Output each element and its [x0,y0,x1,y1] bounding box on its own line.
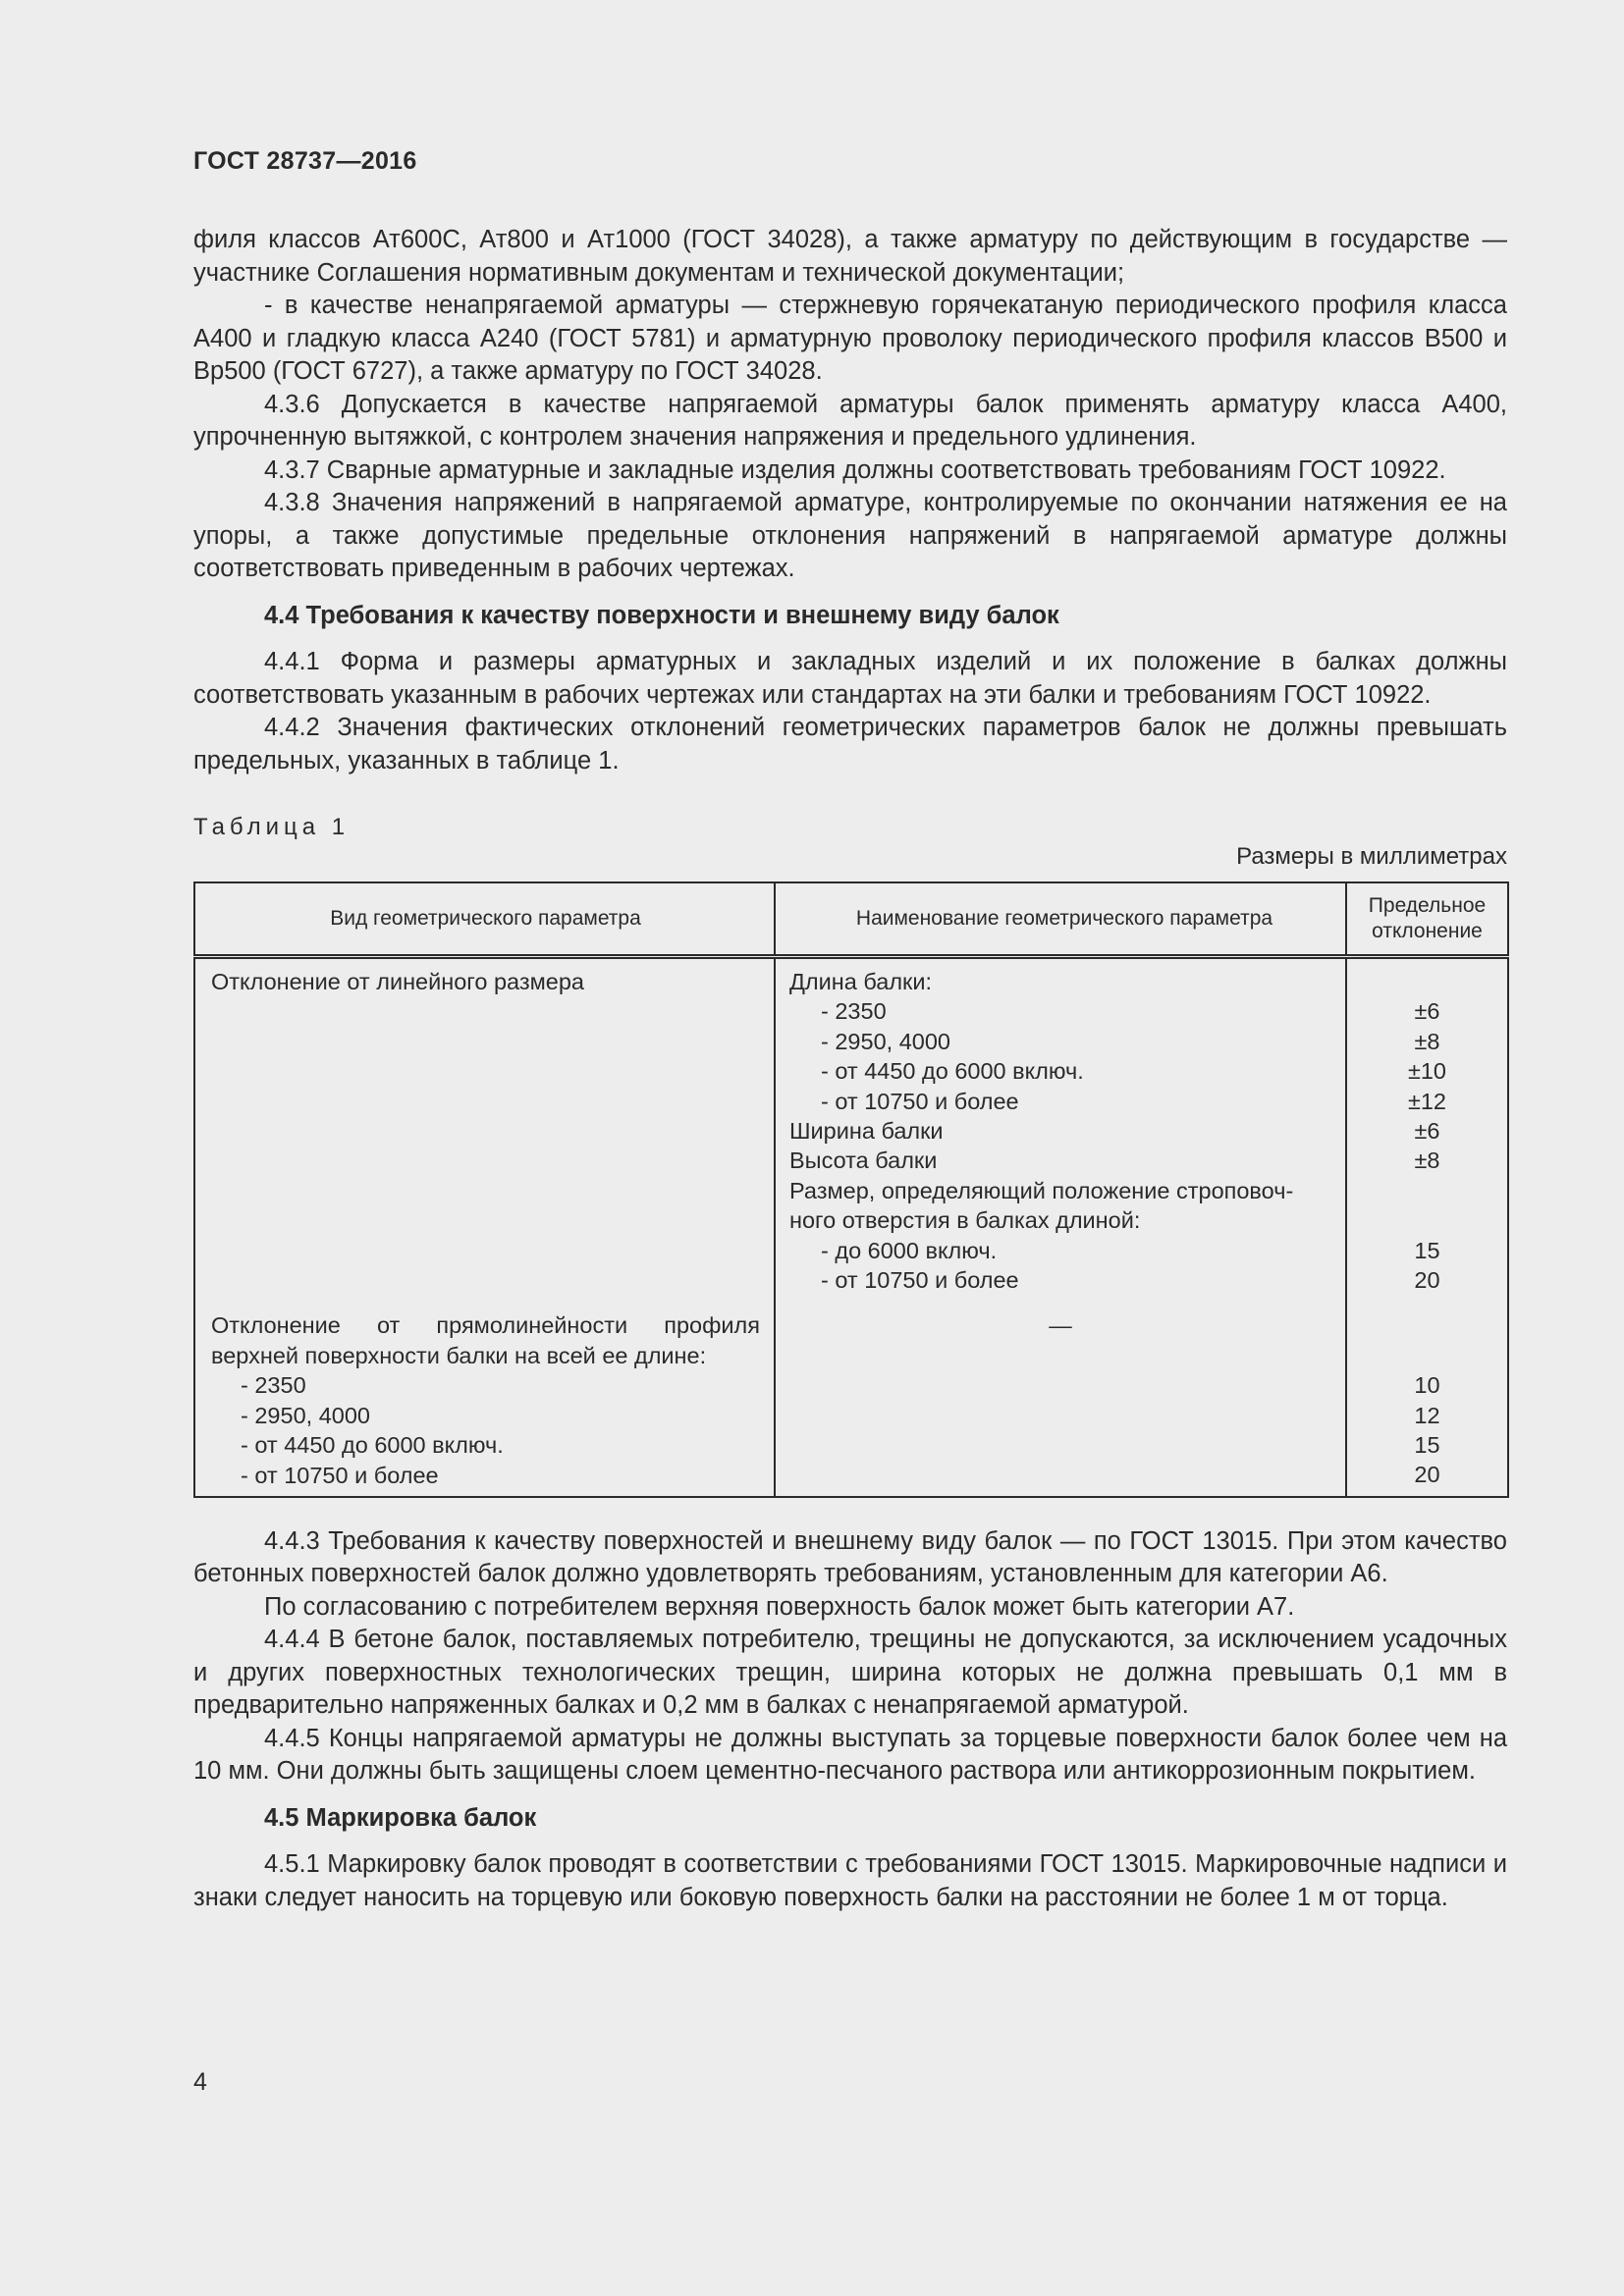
cell-value [1347,1205,1507,1235]
cell-line: Отклонение от линейного размера [211,969,584,994]
paragraph: 4.4.3 Требования к качеству поверхностей и внешнему виду балок — по ГОСТ 13015. При этом качество бетонных поверхностей балок должно удовлетворять требованиям, установленным для категории А6. [193,1526,1507,1588]
paragraph: 4.5.1 Маркировку балок проводят в соответствии с требованиями ГОСТ 13015. Маркировочные надписи и знаки следует наносить на торцевую или боковую поверхность балки на расстоянии не более 1 м от торца. [193,1850,1507,1911]
cell-line: Длина балки: [789,969,932,994]
paragraph: 4.3.8 Значения напряжений в напрягаемой арматуре, контролируемые по окончании натяжения ее на упоры, а также допустимые предельные отклонения напряжений в напрягаемой арматуре должны соответствовать приведенным в рабочих чертежах. [193,489,1507,582]
cell-value [1347,1310,1507,1340]
section-heading-4-5: 4.5 Маркировка балок [264,1803,537,1832]
paragraph: По согласованию с потребителем верхняя поверхность балок может быть категории А7. [264,1592,1295,1621]
row1-type-cell [194,957,775,1298]
section-heading-4-4: 4.4 Требования к качеству поверхности и внешнему виду балок [264,601,1059,629]
paragraph: филя классов Ат600С, Ат800 и Ат1000 (ГОСТ 34028), а также арматуру по действующим в государстве — участнике Соглашения нормативным документам и технической документации; [193,226,1507,287]
paragraph: 4.3.6 Допускается в качестве напрягаемой арматуры балок применять арматуру класса А400, упрочненную вытяжкой, с контролем значения напряжения и предельного удлинения. [193,390,1507,451]
table-row [194,1297,1508,1496]
header-limit-deviation [1346,882,1508,957]
page-number: 4 [193,2068,207,2096]
cell-value: 15 [1414,1432,1440,1459]
cell-line: Ширина балки [789,1118,944,1145]
cell-line: верхней поверхности балки на всей ее длине: [211,1342,707,1368]
cell-line: - 2950, 4000 [241,1402,370,1428]
paragraph: 4.4.2 Значения фактических отклонений геометрических параметров балок не должны превышать предельных, указанных в таблице 1. [193,714,1507,774]
table-header-row [194,882,1508,957]
header-parameter-type: Вид геометрического параметра [194,882,775,957]
cell-line: - от 4450 до 6000 включ. [241,1432,504,1459]
cell-value: 20 [1414,1267,1440,1294]
row2-name-cell [775,1297,1346,1496]
row2-type-cell [194,1297,775,1496]
cell-value: ±10 [1407,1058,1447,1085]
cell-line: Размер, определяющий положение строповоч- [789,1177,1294,1203]
main-content [193,224,1507,1914]
geometric-parameters-table [193,881,1509,1498]
header-limit-deviation-text: Предельное отклонение [1368,894,1487,942]
cell-value [1347,1341,1507,1370]
cell-value [1347,1176,1507,1205]
table-row [194,957,1508,1298]
cell-line: ного отверстия в балках длиной: [789,1207,1141,1234]
paragraph: 4.4.1 Форма и размеры арматурных и закладных изделий и их положение в балках должны соответствовать указанным в рабочих чертежах или стандартах на эти балки и требованиям ГОСТ 10922. [193,648,1507,709]
cell-line: - от 10750 и более [821,1088,1019,1114]
cell-value: ±6 [1414,998,1440,1025]
cell-value: ±8 [1414,1148,1440,1174]
row1-name-cell [775,957,1346,1298]
cell-value: 20 [1414,1462,1440,1488]
row1-deviation-cell [1346,957,1508,1298]
cell-value: ±8 [1414,1028,1440,1054]
cell-line: Отклонение от прямолинейности профиля [211,1312,760,1339]
cell-dash: — [1049,1312,1072,1339]
cell-value: ±6 [1414,1118,1440,1145]
paragraph: 4.4.5 Концы напрягаемой арматуры не должны выступать за торцевые поверхности балок более чем на 10 мм. Они должны быть защищены слоем цементно-песчаного раствора или антикоррозионным покрытием. [193,1724,1507,1786]
document-header: ГОСТ 28737—2016 [193,147,417,175]
cell-line: Высота балки [789,1148,938,1174]
row2-deviation-cell [1346,1297,1508,1496]
cell-line: - 2950, 4000 [821,1028,950,1054]
cell-line: - от 4450 до 6000 включ. [821,1058,1084,1085]
cell-value [1347,967,1507,996]
table-caption: Таблица 1 [193,814,351,840]
paragraph: - в качестве ненапрягаемой арматуры — стержневую горячекатаную периодического профиля класса А400 и гладкую класса А240 (ГОСТ 5781) и арматурную проволоку периодического профиля классов В500 и Вр500 (ГОСТ 6727), а также арматуру по ГОСТ 34028. [193,292,1507,385]
cell-line: - до 6000 включ. [821,1237,998,1263]
cell-line: - от 10750 и более [821,1267,1019,1294]
cell-value: 12 [1414,1402,1440,1428]
table-units: Размеры в миллиметрах [1236,843,1507,870]
cell-line: - 2350 [241,1372,306,1399]
header-parameter-name: Наименование геометрического параметра [775,882,1346,957]
cell-value: ±12 [1407,1088,1447,1114]
cell-line: - 2350 [821,998,887,1025]
paragraph: 4.3.7 Сварные арматурные и закладные изделия должны соответствовать требованиям ГОСТ 10922. [264,455,1446,484]
paragraph: 4.4.4 В бетоне балок, поставляемых потребителю, трещины не допускаются, за исключением усадочных и других поверхностных технологических трещин, ширина которых не должна превышать 0,1 мм в предварительно напряженных балках и 0,2 мм в балках с ненапрягаемой арматурой. [193,1626,1507,1720]
cell-value: 15 [1414,1237,1440,1263]
cell-line: - от 10750 и более [241,1462,439,1488]
cell-value: 10 [1414,1372,1440,1399]
